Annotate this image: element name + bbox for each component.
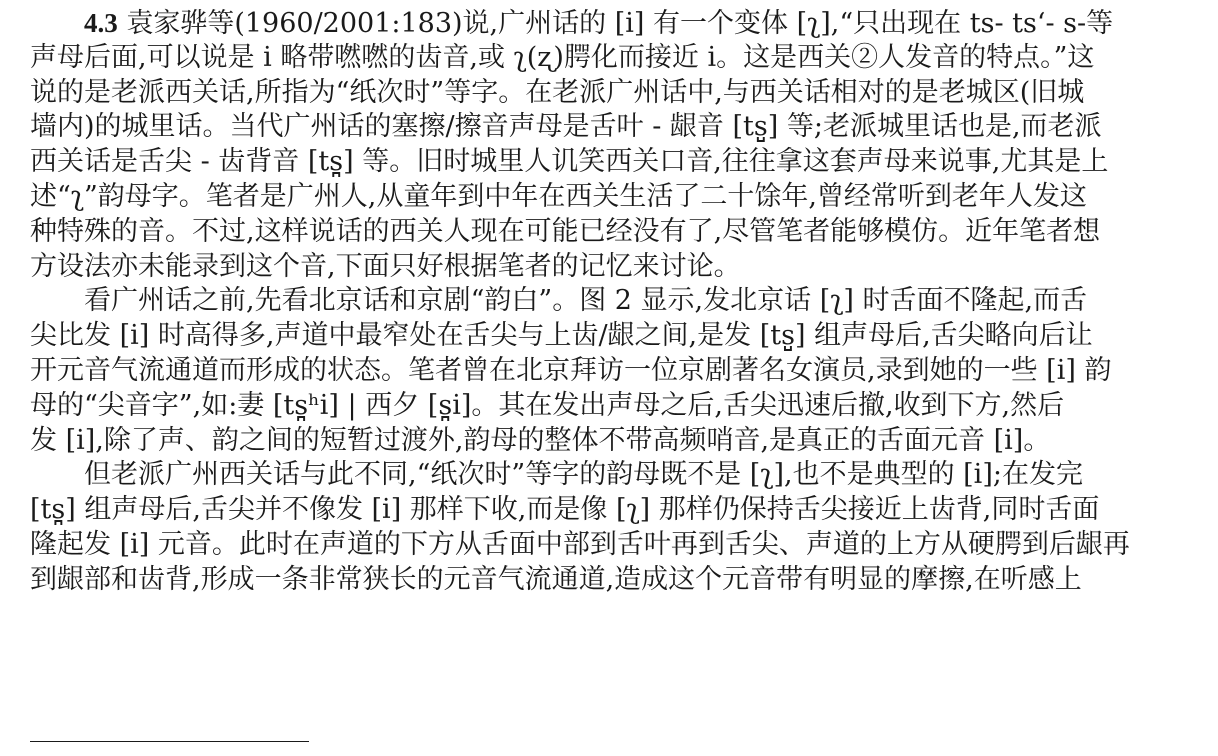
text-line: 墙内)的城里话。当代广州话的塞擦/擦音声母是舌叶 - 龈音 [ts̺] 等;老派城里话也是,而老派 <box>30 111 1102 143</box>
section-number: 4.3 <box>84 8 118 38</box>
text-line: 隆起发 [i] 元音。此时在声道的下方从舌面中部到舌叶再到舌尖、声道的上方从硬腭到后龈再 <box>30 528 1130 560</box>
text-line: 述“ʅ”韵母字。笔者是广州人,从童年到中年在西关生活了二十馀年,曾经常听到老年人发这 <box>30 180 1087 212</box>
text-line: [ts̪] 组声母后,舌尖并不像发 [i] 那样下收,而是像 [ʅ] 那样仍保持舌尖接近上齿背,同时舌面 <box>30 494 1100 526</box>
text-line: 母的“尖音字”,如:妻 [ts̪ʰi] | 西夕 [s̪i]。其在发出声母之后,舌尖迅速后撤,收到下方,然后 <box>30 389 1065 421</box>
text-line <box>30 6 1190 41</box>
paragraph-2 <box>30 284 1190 458</box>
paragraph-1 <box>30 6 1190 284</box>
document-page <box>30 6 1190 598</box>
paragraph-3 <box>30 458 1190 597</box>
line-text: 袁家骅等(1960/2001:183)说,广州话的 [i] 有一个变体 [ʅ],“只出现在 ts- tsʻ- s-等 <box>117 8 1114 39</box>
text-line: 看广州话之前,先看北京话和京剧“韵白”。图 2 显示,发北京话 [ʅ] 时舌面不隆起,而舌 <box>84 285 1088 317</box>
text-line: 种特殊的音。不过,这样说话的西关人现在可能已经没有了,尽管笔者能够模仿。近年笔者想 <box>30 215 1101 247</box>
text-line: 声母后面,可以说是 i 略带嘫嘫的齿音,或 ʅ(ʐ)腭化而接近 i。这是西关②人发音的特点。”这 <box>30 41 1095 73</box>
text-line: 开元音气流通道而形成的状态。笔者曾在北京拜访一位京剧著名女演员,录到她的一些 [i] 韵 <box>30 354 1112 386</box>
text-line: 西关话是舌尖 - 齿背音 [ts̪] 等。旧时城里人讥笑西关口音,往往拿这套声母来说事,尤其是上 <box>30 146 1109 178</box>
text-line: 方设法亦未能录到这个音,下面只好根据笔者的记忆来讨论。 <box>30 250 741 282</box>
text-line: 尖比发 [i] 时高得多,声道中最窄处在舌尖与上齿/龈之间,是发 [ts̺] 组声母后,舌尖略向后让 <box>30 320 1093 352</box>
text-line: 发 [i],除了声、韵之间的短暂过渡外,韵母的整体不带高频哨音,是真正的舌面元音 [i]。 <box>30 424 1051 456</box>
text-line: 到龈部和齿背,形成一条非常狭长的元音气流通道,造成这个元音带有明显的摩擦,在听感上 <box>30 563 1082 595</box>
text-line: 说的是老派西关话,所指为“纸次时”等字。在老派广州话中,与西关话相对的是老城区(旧城 <box>30 76 1085 108</box>
footnote-separator <box>30 741 309 742</box>
text-line: 但老派广州西关话与此不同,“纸次时”等字的韵母既不是 [ʅ],也不是典型的 [i];在发完 <box>84 459 1083 491</box>
